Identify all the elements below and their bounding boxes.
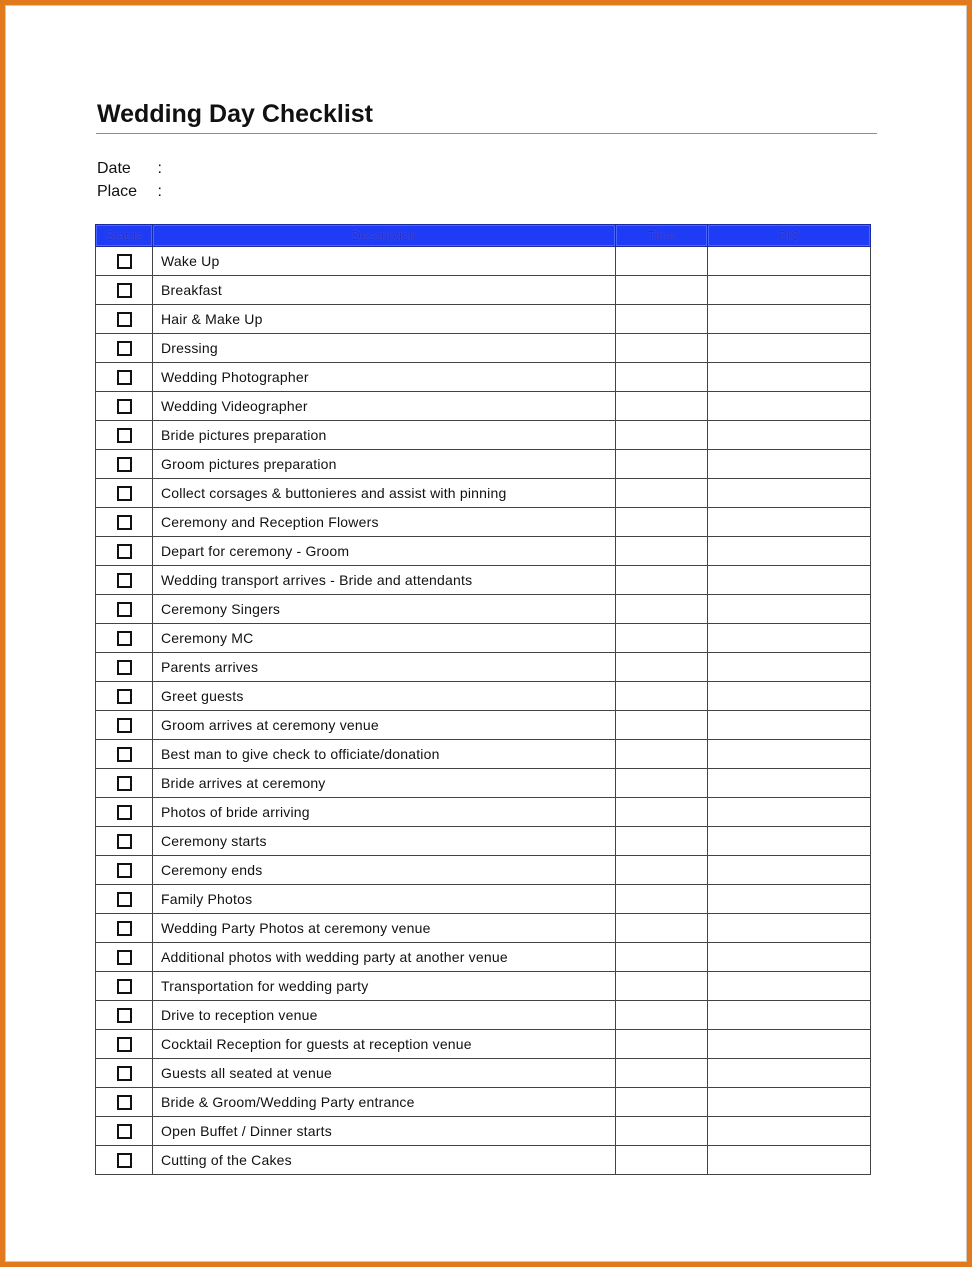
date-separator: : [157,160,162,177]
status-cell [96,914,153,943]
date-label: Date [97,160,131,177]
pic-cell[interactable] [708,421,871,450]
description-cell: Bride & Groom/Wedding Party entrance [153,1088,616,1117]
table-row [96,479,871,508]
pic-cell[interactable] [708,711,871,740]
pic-cell[interactable] [708,566,871,595]
table-row [96,537,871,566]
table-row [96,1059,871,1088]
time-cell[interactable] [616,1117,708,1146]
status-cell [96,421,153,450]
description-cell: Ceremony MC [153,624,616,653]
status-cell [96,1001,153,1030]
status-cell [96,479,153,508]
time-cell[interactable] [616,334,708,363]
status-checkbox[interactable] [117,457,132,472]
status-checkbox[interactable] [117,950,132,965]
table-row [96,1030,871,1059]
description-cell: Collect corsages & buttonieres and assist with pinning [153,479,616,508]
status-cell [96,1117,153,1146]
status-cell [96,798,153,827]
description-cell: Groom arrives at ceremony venue [153,711,616,740]
pic-cell[interactable] [708,1059,871,1088]
status-cell [96,972,153,1001]
table-header-row [96,225,871,247]
table-row [96,769,871,798]
pic-cell[interactable] [708,363,871,392]
table-row [96,1117,871,1146]
status-cell [96,363,153,392]
time-cell[interactable] [616,363,708,392]
pic-cell[interactable] [708,1030,871,1059]
time-cell[interactable] [616,479,708,508]
description-cell: Wedding Party Photos at ceremony venue [153,914,616,943]
time-cell[interactable] [616,1059,708,1088]
table-row [96,1088,871,1117]
table-row [96,392,871,421]
status-checkbox[interactable] [117,1008,132,1023]
description-cell: Drive to reception venue [153,1001,616,1030]
description-cell: Transportation for wedding party [153,972,616,1001]
status-checkbox[interactable] [117,341,132,356]
description-cell: Open Buffet / Dinner starts [153,1117,616,1146]
table-row [96,247,871,276]
table-row [96,943,871,972]
description-cell: Guests all seated at venue [153,1059,616,1088]
time-cell[interactable] [616,653,708,682]
table-row [96,682,871,711]
description-cell: Wedding Photographer [153,363,616,392]
time-cell[interactable] [616,1088,708,1117]
time-cell[interactable] [616,276,708,305]
status-cell [96,537,153,566]
description-cell: Greet guests [153,682,616,711]
table-row [96,276,871,305]
time-cell[interactable] [616,508,708,537]
status-checkbox[interactable] [117,1153,132,1168]
time-cell[interactable] [616,740,708,769]
pic-cell[interactable] [708,1146,871,1175]
table-row [96,450,871,479]
place-separator: : [157,183,162,200]
description-cell: Ceremony Singers [153,595,616,624]
pic-cell[interactable] [708,1088,871,1117]
time-cell[interactable] [616,682,708,711]
description-cell: Parents arrives [153,653,616,682]
status-checkbox[interactable] [117,370,132,385]
status-cell [96,740,153,769]
status-checkbox[interactable] [117,602,132,617]
pic-cell[interactable] [708,450,871,479]
description-cell: Hair & Make Up [153,305,616,334]
status-checkbox[interactable] [117,573,132,588]
title-divider [96,133,877,134]
description-cell: Additional photos with wedding party at another venue [153,943,616,972]
status-checkbox[interactable] [117,776,132,791]
table-row [96,711,871,740]
time-cell[interactable] [616,943,708,972]
pic-cell[interactable] [708,769,871,798]
pic-cell[interactable] [708,305,871,334]
status-cell [96,595,153,624]
description-cell: Depart for ceremony - Groom [153,537,616,566]
status-cell [96,247,153,276]
pic-cell[interactable] [708,653,871,682]
header-status: Status [96,225,153,247]
description-cell: Wedding Videographer [153,392,616,421]
status-cell [96,827,153,856]
time-cell[interactable] [616,1146,708,1175]
description-cell: Breakfast [153,276,616,305]
status-checkbox[interactable] [117,660,132,675]
pic-cell[interactable] [708,885,871,914]
checklist-table [95,224,871,1175]
status-cell [96,624,153,653]
document-title: Wedding Day Checklist [97,100,373,128]
status-cell [96,711,153,740]
description-cell: Ceremony starts [153,827,616,856]
description-cell: Dressing [153,334,616,363]
time-cell[interactable] [616,537,708,566]
pic-cell[interactable] [708,972,871,1001]
table-row [96,508,871,537]
time-cell[interactable] [616,1001,708,1030]
table-row [96,885,871,914]
checklist-body [96,247,871,1175]
pic-cell[interactable] [708,914,871,943]
header-pic: PIC [708,225,871,247]
table-row [96,624,871,653]
description-cell: Photos of bride arriving [153,798,616,827]
table-row [96,827,871,856]
status-cell [96,1059,153,1088]
pic-cell[interactable] [708,1117,871,1146]
table-row [96,798,871,827]
status-cell [96,566,153,595]
header-time: Time [616,225,708,247]
table-row [96,856,871,885]
table-row [96,421,871,450]
time-cell[interactable] [616,914,708,943]
status-cell [96,508,153,537]
pic-cell[interactable] [708,827,871,856]
table-row [96,363,871,392]
time-cell[interactable] [616,392,708,421]
pic-cell[interactable] [708,392,871,421]
status-checkbox[interactable] [117,486,132,501]
header-description: Description [153,225,616,247]
pic-cell[interactable] [708,276,871,305]
time-cell[interactable] [616,769,708,798]
status-cell [96,943,153,972]
status-checkbox[interactable] [117,718,132,733]
time-cell[interactable] [616,624,708,653]
status-cell [96,305,153,334]
description-cell: Cocktail Reception for guests at reception venue [153,1030,616,1059]
date-field [97,160,162,178]
status-cell [96,1088,153,1117]
time-cell[interactable] [616,972,708,1001]
table-row [96,972,871,1001]
status-cell [96,450,153,479]
time-cell[interactable] [616,1030,708,1059]
status-cell [96,885,153,914]
table-row [96,334,871,363]
status-checkbox[interactable] [117,544,132,559]
status-cell [96,1146,153,1175]
status-checkbox[interactable] [117,428,132,443]
pic-cell[interactable] [708,798,871,827]
status-cell [96,392,153,421]
status-checkbox[interactable] [117,921,132,936]
pic-cell[interactable] [708,595,871,624]
pic-cell[interactable] [708,943,871,972]
description-cell: Ceremony ends [153,856,616,885]
table-row [96,740,871,769]
time-cell[interactable] [616,856,708,885]
pic-cell[interactable] [708,740,871,769]
status-checkbox[interactable] [117,399,132,414]
status-cell [96,769,153,798]
table-row [96,595,871,624]
status-checkbox[interactable] [117,312,132,327]
time-cell[interactable] [616,247,708,276]
place-label: Place [97,183,138,200]
time-cell[interactable] [616,595,708,624]
description-cell: Bride arrives at ceremony [153,769,616,798]
pic-cell[interactable] [708,624,871,653]
time-cell[interactable] [616,305,708,334]
place-field [97,183,162,201]
status-cell [96,653,153,682]
description-cell: Groom pictures preparation [153,450,616,479]
time-cell[interactable] [616,827,708,856]
pic-cell[interactable] [708,334,871,363]
status-checkbox[interactable] [117,631,132,646]
pic-cell[interactable] [708,247,871,276]
table-row [96,566,871,595]
table-row [96,653,871,682]
description-cell: Ceremony and Reception Flowers [153,508,616,537]
description-cell: Wedding transport arrives - Bride and attendants [153,566,616,595]
status-cell [96,276,153,305]
time-cell[interactable] [616,421,708,450]
pic-cell[interactable] [708,508,871,537]
table-row [96,914,871,943]
table-row [96,305,871,334]
description-cell: Wake Up [153,247,616,276]
status-checkbox[interactable] [117,892,132,907]
pic-cell[interactable] [708,856,871,885]
status-cell [96,1030,153,1059]
description-cell: Best man to give check to officiate/donation [153,740,616,769]
time-cell[interactable] [616,885,708,914]
pic-cell[interactable] [708,1001,871,1030]
status-checkbox[interactable] [117,254,132,269]
status-checkbox[interactable] [117,863,132,878]
status-checkbox[interactable] [117,689,132,704]
status-checkbox[interactable] [117,515,132,530]
status-checkbox[interactable] [117,834,132,849]
table-row [96,1146,871,1175]
status-cell [96,682,153,711]
table-row [96,1001,871,1030]
pic-cell[interactable] [708,537,871,566]
description-cell: Family Photos [153,885,616,914]
pic-cell[interactable] [708,479,871,508]
time-cell[interactable] [616,450,708,479]
status-checkbox[interactable] [117,1124,132,1139]
status-checkbox[interactable] [117,979,132,994]
pic-cell[interactable] [708,682,871,711]
time-cell[interactable] [616,798,708,827]
description-cell: Bride pictures preparation [153,421,616,450]
status-checkbox[interactable] [117,283,132,298]
status-cell [96,334,153,363]
status-checkbox[interactable] [117,1037,132,1052]
status-checkbox[interactable] [117,1095,132,1110]
status-checkbox[interactable] [117,1066,132,1081]
status-checkbox[interactable] [117,747,132,762]
status-cell [96,856,153,885]
time-cell[interactable] [616,566,708,595]
description-cell: Cutting of the Cakes [153,1146,616,1175]
time-cell[interactable] [616,711,708,740]
status-checkbox[interactable] [117,805,132,820]
